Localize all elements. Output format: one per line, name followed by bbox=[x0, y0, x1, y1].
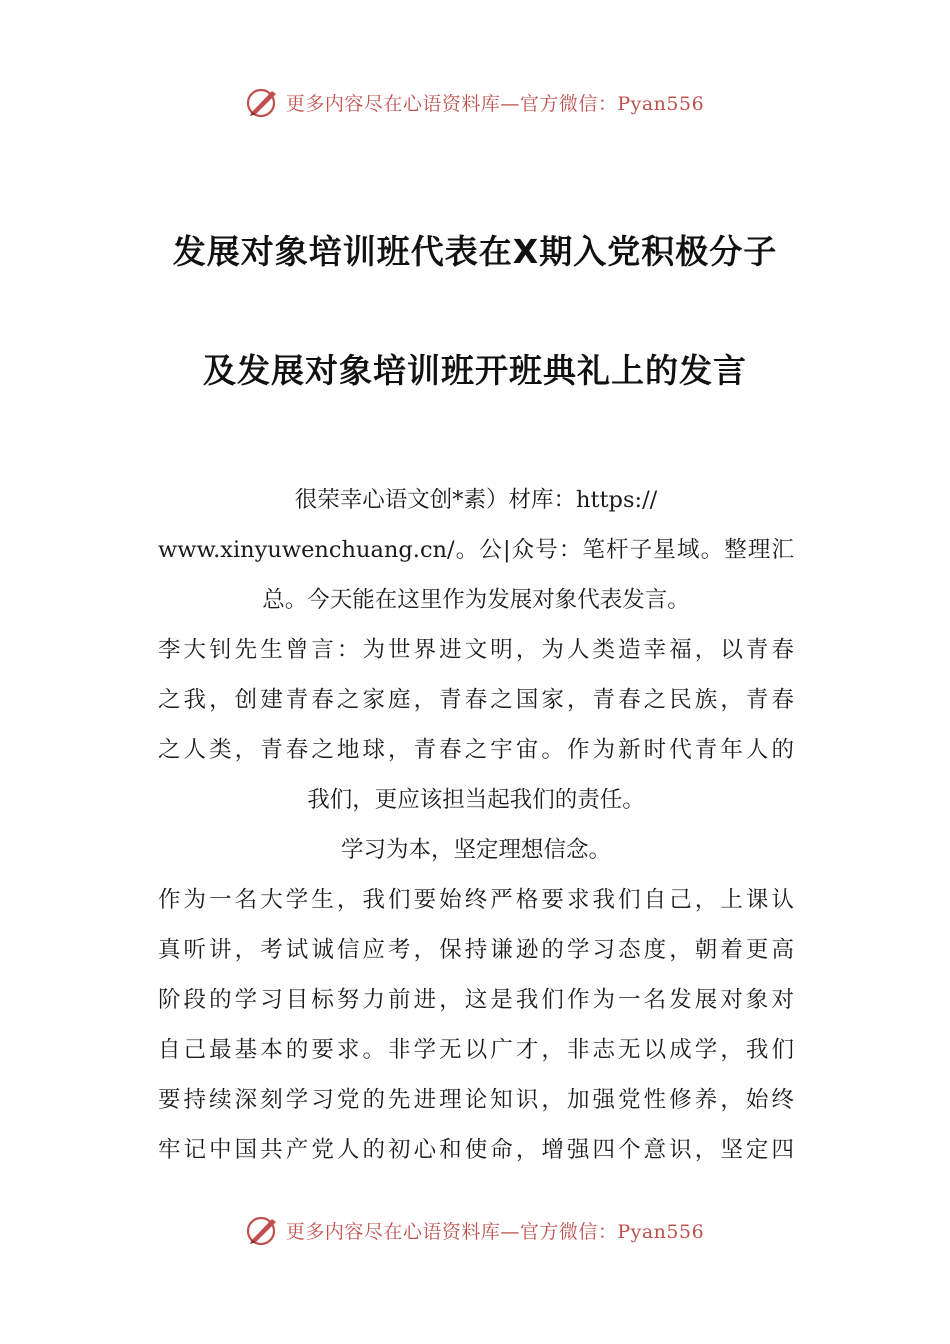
body-line: 李大钊先生曾言：为世界进文明，为人类造幸福，以青春 bbox=[158, 637, 794, 663]
body-line: 总。今天能在这里作为发展对象代表发言。 bbox=[262, 587, 690, 613]
document-title-line-2: 及发展对象培训班开班典礼上的发言 bbox=[203, 351, 747, 390]
footer-banner bbox=[0, 1210, 950, 1250]
body-line: 之我，创建青春之家庭，青春之国家，青春之民族，青春 bbox=[158, 687, 794, 713]
pen-logo-icon bbox=[246, 85, 280, 119]
body-line: 我们，更应该担当起我们的责任。 bbox=[307, 787, 645, 813]
header-banner-text: 更多内容尽在心语资料库—官方微信：Pyan556 bbox=[285, 92, 705, 115]
body-line: 作为一名大学生，我们要始终严格要求我们自己，上课认 bbox=[158, 887, 794, 913]
body-line: 真听讲，考试诚信应考，保持谦逊的学习态度，朝着更高 bbox=[158, 937, 794, 963]
header-banner bbox=[0, 82, 950, 122]
body-line: 学习为本，坚定理想信念。 bbox=[340, 837, 611, 863]
body-line: 之人类，青春之地球，青春之宇宙。作为新时代青年人的 bbox=[158, 737, 794, 763]
body-line: 自己最基本的要求。非学无以广才，非志无以成学，我们 bbox=[158, 1037, 794, 1063]
document-title-line-1: 发展对象培训班代表在X期入党积极分子 bbox=[172, 232, 778, 271]
pen-logo-icon bbox=[246, 1213, 280, 1247]
body-line: www.xinyuwenchuang.cn/。公|众号：笔杆子星域。整理汇 bbox=[158, 537, 794, 563]
footer-banner-text: 更多内容尽在心语资料库—官方微信：Pyan556 bbox=[285, 1220, 705, 1243]
body-line: 牢记中国共产党人的初心和使命，增强四个意识，坚定四 bbox=[158, 1137, 794, 1163]
body-line: 很荣幸心语文创*素）材库：https:// bbox=[294, 487, 658, 513]
body-line: 阶段的学习目标努力前进，这是我们作为一名发展对象对 bbox=[158, 987, 794, 1013]
body-line: 要持续深刻学习党的先进理论知识，加强党性修养，始终 bbox=[158, 1087, 794, 1113]
